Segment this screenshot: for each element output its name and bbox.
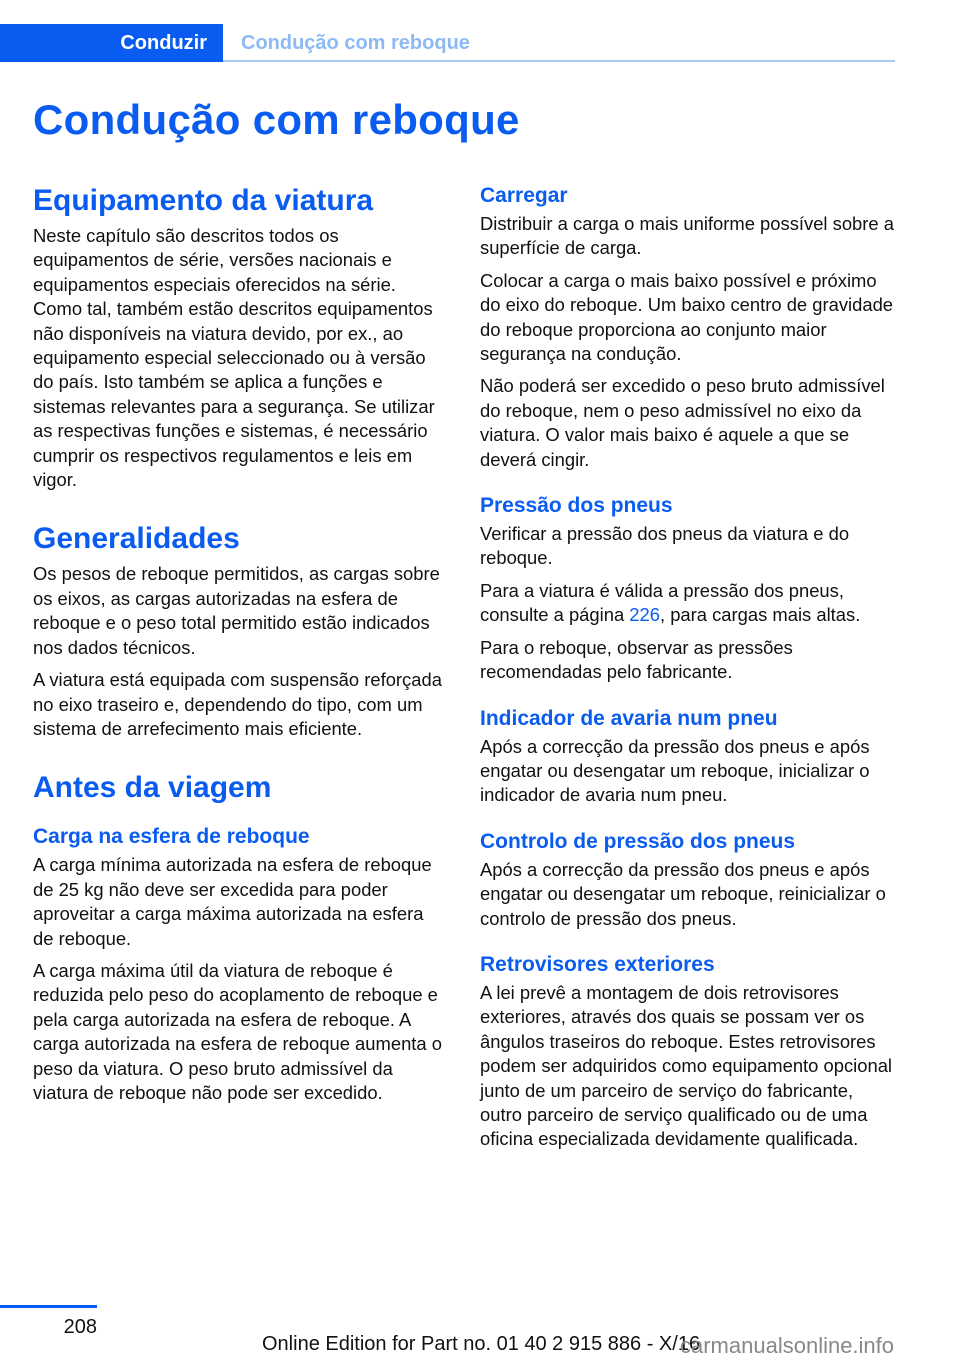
- paragraph: Verificar a pressão dos pneus da viatura e do reboque.: [480, 523, 850, 569]
- paragraph: Para o reboque, observar as pressões recomendadas pelo fabricante.: [480, 636, 793, 683]
- paragraph: Neste capítulo são descritos todos os equipamentos de série, versões nacionais e equipamentos especiais oferecidos na série. Como tal, também estão descritos equipamentos não disponíveis na viatura devido, por ex., ao equipamento especial seleccionado ou à versão do país. Isto também se aplica a funções e sistemas relevantes para a segurança. Se utilizar as respectivas funções e sistemas, é necessário cumprir os respectivos regulamentos e leis em vigor.: [33, 225, 435, 491]
- section-equipamento: [33, 182, 449, 492]
- page-title: Condução com reboque: [33, 96, 520, 143]
- section-heading: Equipamento da viatura: [33, 184, 374, 217]
- chapter-tab-label: Conduzir: [120, 31, 207, 54]
- section-breadcrumb[interactable]: [241, 24, 470, 62]
- footer-divider: [0, 1305, 97, 1308]
- paragraph: A carga mínima autorizada na esfera de reboque de 25 kg não deve ser excedida para poder aproveitar a carga máxima autorizada na esfera de reboque.: [33, 854, 432, 949]
- subsection-retrovisores: [480, 951, 896, 1152]
- subsection-controlo: [480, 828, 896, 931]
- section-heading: Generalidades: [33, 522, 240, 556]
- left-column: [33, 182, 449, 1113]
- paragraph: Após a correcção da pressão dos pneus e após engatar ou desengatar um reboque, reinicializar o controlo de pressão dos pneus.: [480, 858, 886, 929]
- right-column: [480, 182, 896, 1160]
- subsection-heading: Carregar: [480, 184, 568, 207]
- subsection-indicador: [480, 705, 896, 808]
- paragraph: Colocar a carga o mais baixo possível e próximo do eixo do reboque. Um baixo centro de gravidade do reboque proporciona ao conjunto maior segurança na condução.: [480, 269, 894, 365]
- section-generalidades: [33, 520, 449, 741]
- watermark: carmanualsonline.info: [680, 1333, 895, 1358]
- paragraph: A viatura está equipada com suspensão reforçada no eixo traseiro e, dependendo do tipo, com um sistema de arrefecimento mais eficiente.: [33, 669, 442, 739]
- section-heading: Antes da viagem: [33, 771, 272, 805]
- paragraph: A lei prevê a montagem de dois retrovisores exteriores, através dos quais se possam ver os ângulos traseiros do reboque. Estes retrovisores podem ser adquiridos como equipamento opcional junto de um parceiro de serviço do fabricante, outro parceiro de serviço qualificado ou de uma oficina especializada devidamente qualificada.: [480, 981, 893, 1150]
- subsection-carregar: [480, 182, 896, 472]
- subsection-pressao: [480, 492, 896, 684]
- paragraph: A carga máxima útil da viatura de reboque é reduzida pelo peso do acoplamento de reboque e pela carga autorizada na esfera de reboque. A carga autorizada na esfera de reboque aumenta o peso da viatura. O peso bruto admissível da viatura de reboque não pode ser excedido.: [33, 959, 442, 1103]
- paragraph: Não poderá ser excedido o peso bruto admissível do reboque, nem o peso admissível no eixo da viatura. O valor mais baixo é aquele a que se deverá cingir.: [480, 375, 885, 470]
- edition-note: Online Edition for Part no. 01 40 2 915 886 - X/16: [262, 1333, 701, 1355]
- subsection-heading: Controlo de pressão dos pneus: [480, 829, 796, 853]
- section-breadcrumb-label: Condução com reboque: [241, 31, 470, 54]
- subsection-heading: Pressão dos pneus: [480, 494, 673, 518]
- paragraph: Distribuir a carga o mais uniforme possível sobre a superfície de carga.: [480, 213, 894, 259]
- section-antes-da-viagem: [33, 769, 449, 1105]
- chapter-tab[interactable]: [0, 24, 223, 62]
- subsection-heading: Retrovisores exteriores: [480, 952, 715, 976]
- paragraph: Após a correcção da pressão dos pneus e após engatar ou desengatar um reboque, inicializar o indicador de avaria num pneu.: [480, 735, 870, 806]
- paragraph: Os pesos de reboque permitidos, as cargas sobre os eixos, as cargas autorizadas na esfera de reboque e o peso total permitido estão indicados nos dados técnicos.: [33, 563, 440, 658]
- subsection-heading: Indicador de avaria num pneu: [480, 706, 778, 730]
- page-number: 208: [63, 1316, 97, 1338]
- paragraph: Para a viatura é válida a pressão dos pneus, consulte a página 226, para cargas mais altas.: [480, 579, 861, 626]
- page-reference-link[interactable]: 226: [629, 604, 660, 626]
- header-divider: [223, 60, 895, 62]
- subsection-heading: Carga na esfera de reboque: [33, 825, 310, 849]
